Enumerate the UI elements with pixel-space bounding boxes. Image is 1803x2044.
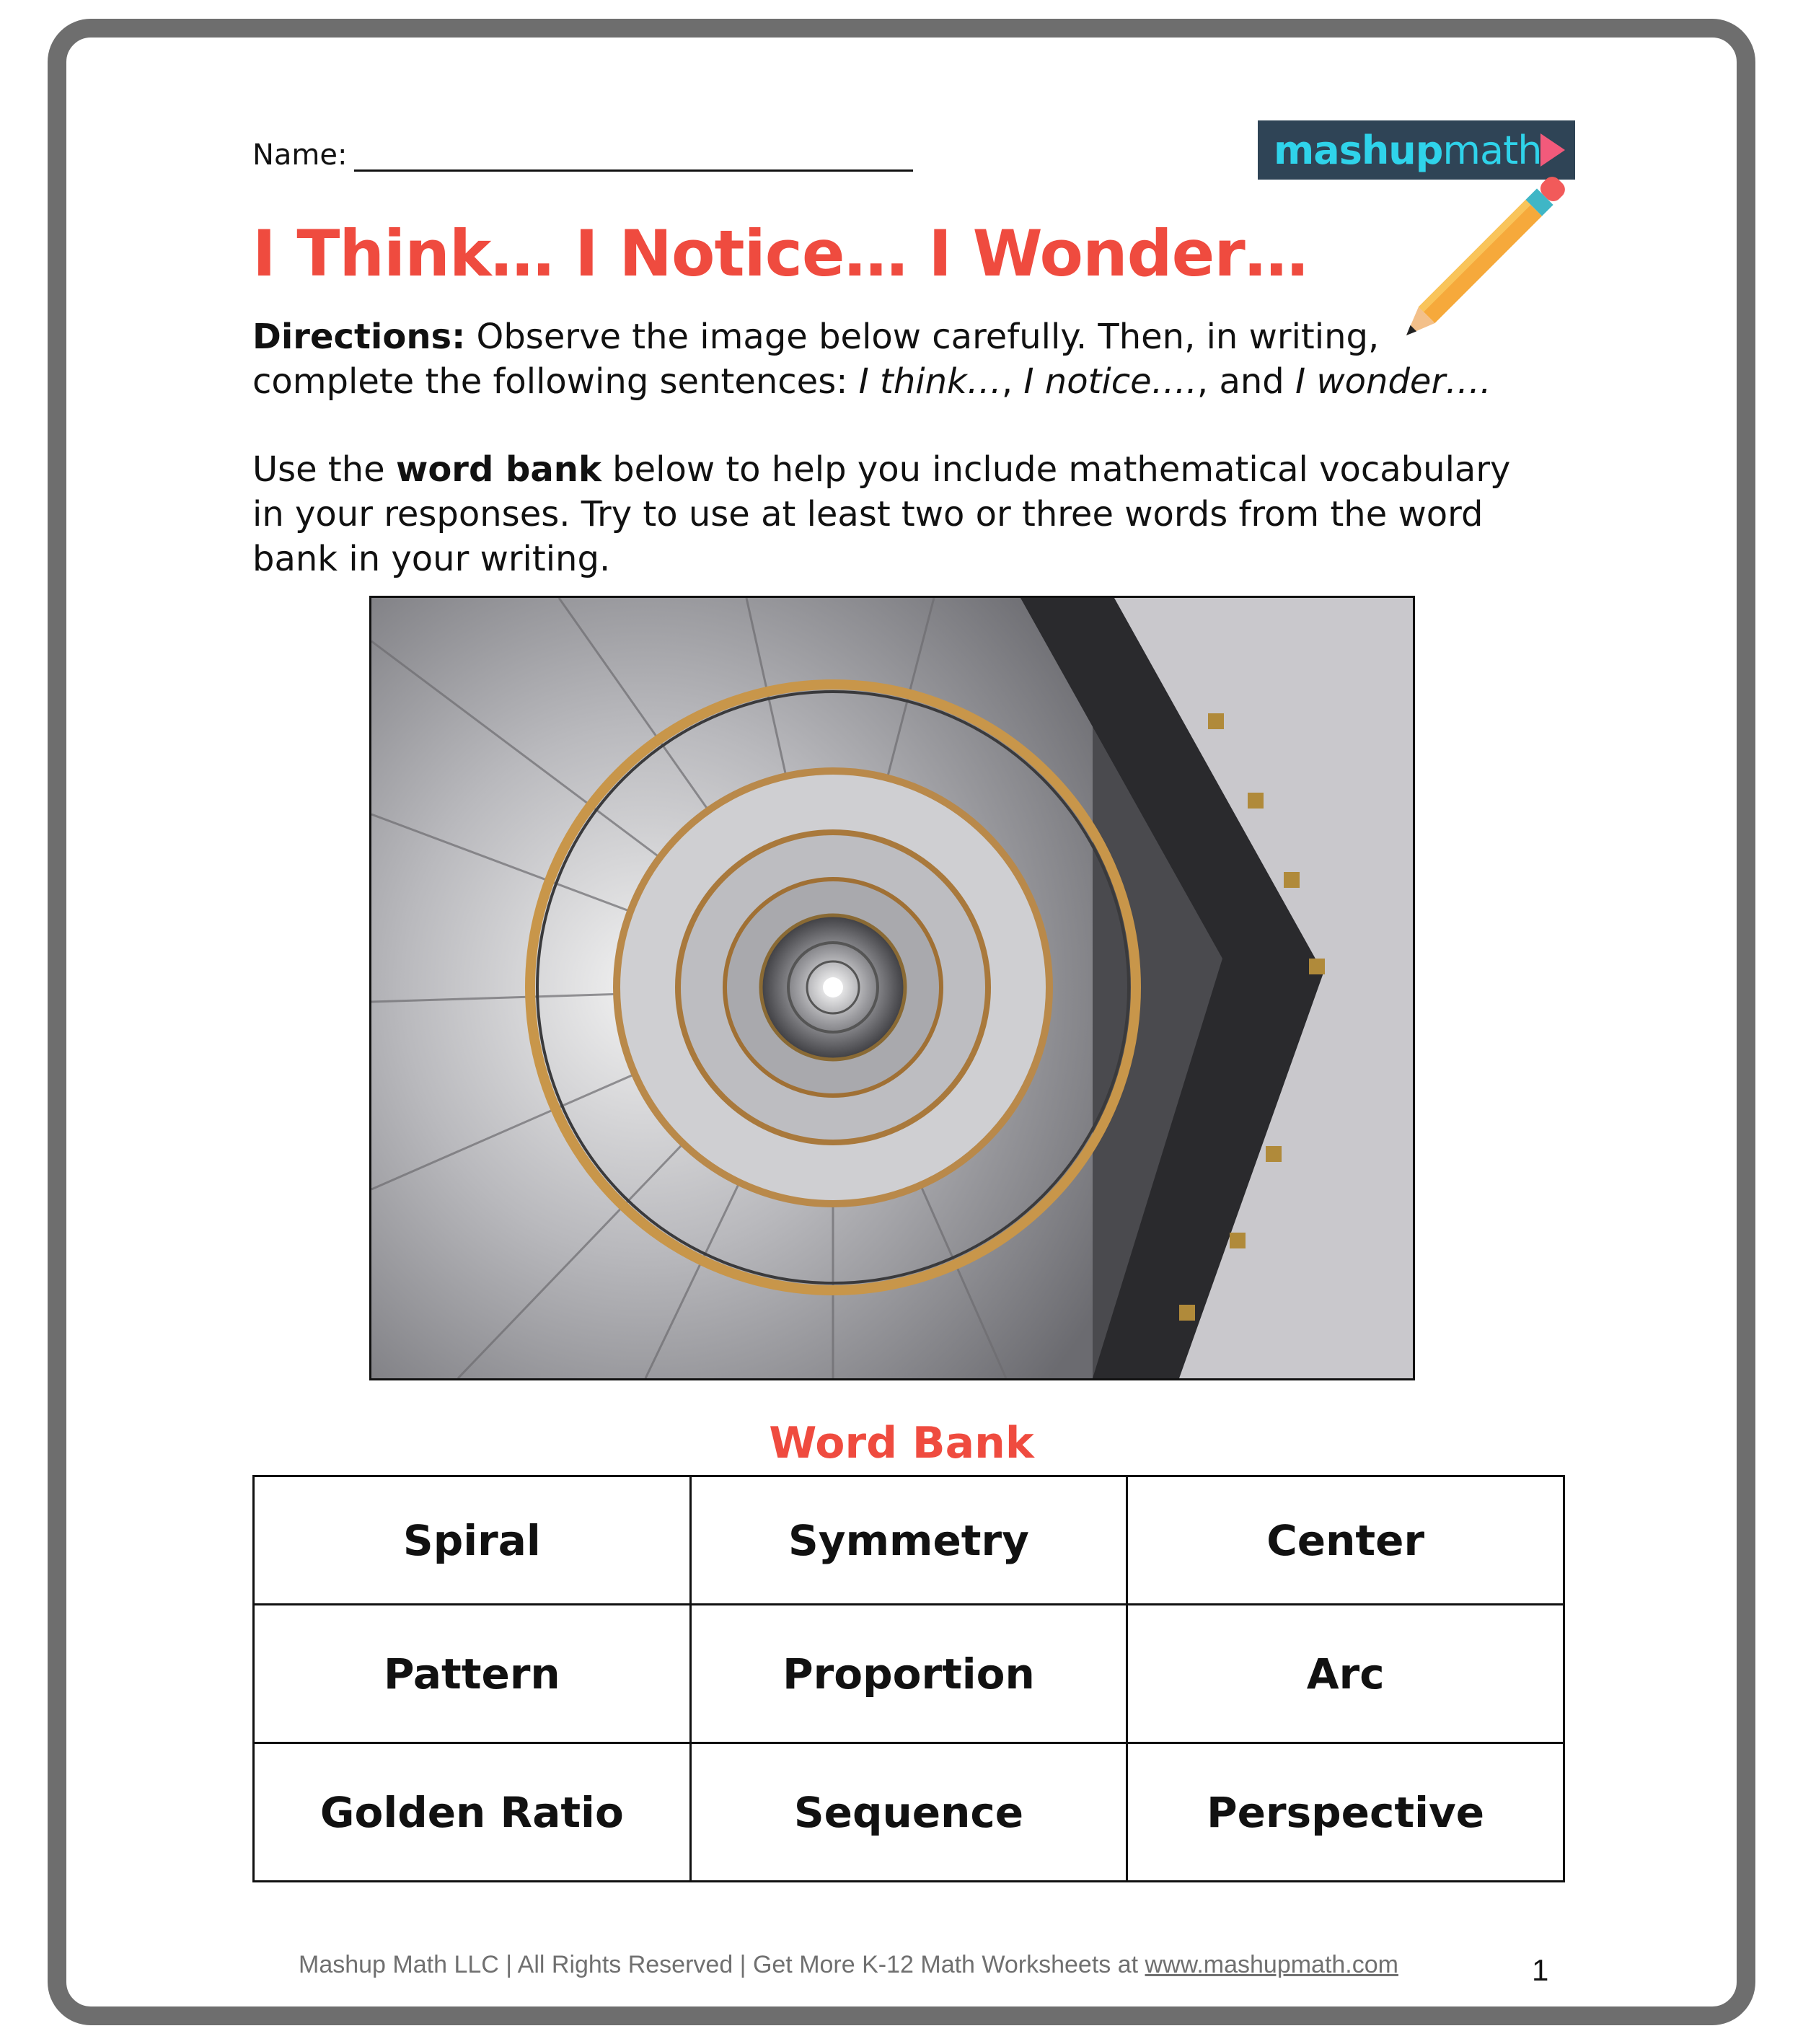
word-bank-cell: Center bbox=[1127, 1476, 1564, 1605]
word-bank-table bbox=[252, 1475, 1565, 1882]
word-bank-row bbox=[254, 1605, 1564, 1743]
name-line[interactable] bbox=[354, 141, 913, 172]
word-bank-cell: Golden Ratio bbox=[254, 1743, 691, 1882]
footer-link[interactable]: www.mashupmath.com bbox=[1145, 1951, 1398, 1978]
staircase-illustration bbox=[371, 598, 1413, 1378]
directions-label: Directions: bbox=[252, 317, 466, 357]
word-bank-title: Word Bank bbox=[769, 1418, 1034, 1468]
word-bank-cell: Sequence bbox=[690, 1743, 1127, 1882]
word-bank-cell: Symmetry bbox=[690, 1476, 1127, 1605]
name-label: Name: bbox=[252, 138, 348, 172]
word-bank-row bbox=[254, 1743, 1564, 1882]
pencil-icon bbox=[1406, 162, 1587, 335]
name-field[interactable] bbox=[252, 138, 913, 172]
footer bbox=[299, 1951, 1398, 1979]
page-number: 1 bbox=[1532, 1953, 1549, 1987]
word-bank-cell: Proportion bbox=[690, 1605, 1127, 1743]
logo-text-thin: math bbox=[1442, 127, 1542, 173]
word-bank-row bbox=[254, 1476, 1564, 1605]
spiral-staircase-photo bbox=[369, 596, 1415, 1380]
word-bank-cell: Perspective bbox=[1127, 1743, 1564, 1882]
directions-paragraph: Directions: Observe the image below carefully. Then, in writing, complete the following sentences: I think…, I notice…., and I wonder…. bbox=[252, 317, 1491, 402]
word-bank-cell: Spiral bbox=[254, 1476, 691, 1605]
word-bank-cell: Arc bbox=[1127, 1605, 1564, 1743]
word-bank-instructions: Use the word bank below to help you include mathematical vocabulary in your responses. Try to use at least two or three words from the word bank in your writing. bbox=[252, 449, 1511, 579]
logo-text-bold: mashup bbox=[1274, 127, 1443, 173]
page-title: I Think… I Notice… I Wonder… bbox=[252, 216, 1308, 291]
word-bank-cell: Pattern bbox=[254, 1605, 691, 1743]
footer-text: Mashup Math LLC | All Rights Reserved | Get More K-12 Math Worksheets at bbox=[299, 1951, 1145, 1978]
